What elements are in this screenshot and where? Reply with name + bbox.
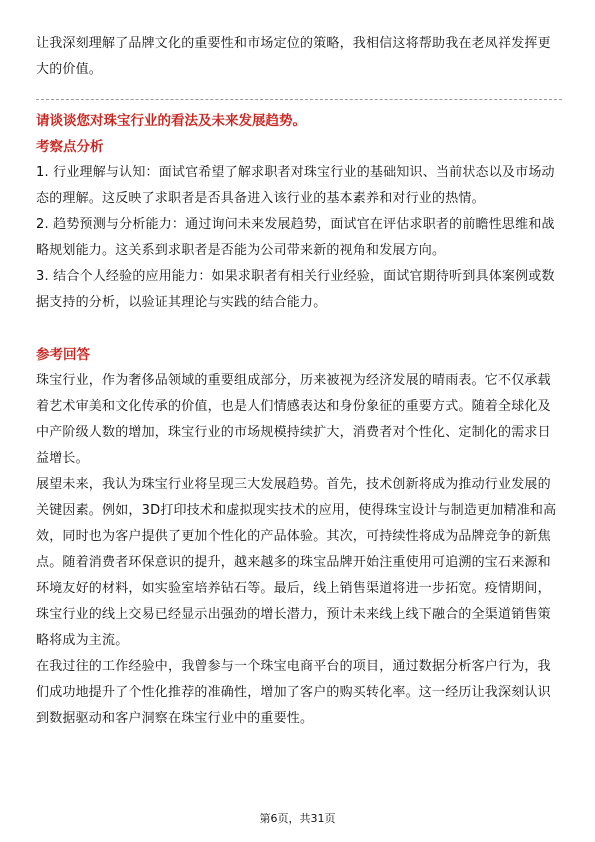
analysis-point: 1. 行业理解与认知：面试官希望了解求职者对珠宝行业的基础知识、当前状态以及市场动态的理解。这反映了求职者是否具备进入该行业的基本素养和对行业的热情。 [36,165,555,206]
analysis-points [36,160,562,316]
page-footer: 第6页，共31页 [259,812,336,825]
answer-paragraph: 展望未来，我认为珠宝行业将呈现三大发展趋势。首先，技术创新将成为推动行业发展的关键因素。例如，3D打印技术和虚拟现实技术的应用，使得珠宝设计与制造更加精准和高效，同时也为客户提供了更加个性化的产品体验。其次，可持续性将成为品牌竞争的新焦点。随着消费者环保意识的提升，越来越多的珠宝品牌开始注重使用可追溯的宝石来源和环境友好的材料，如实验室培养钻石等。最后，线上销售渠道将进一步拓宽。疫情期间，珠宝行业的线上交易已经显示出强劲的增长潜力，预计未来线上线下融合的全渠道销售策略将成为主流。 [36,477,557,648]
intro-paragraph: 让我深刻理解了品牌文化的重要性和市场定位的策略，我相信这将帮助我在老凤祥发挥更大的价值。 [36,36,551,77]
answer-body [36,368,562,732]
answer-paragraph: 珠宝行业，作为奢侈品领域的重要组成部分，历来被视为经济发展的晴雨表。它不仅承载着艺术审美和文化传承的价值，也是人们情感表达和身份象征的重要方式。随着全球化及中产阶级人数的增加，珠宝行业的市场规模持续扩大，消费者对个性化、定制化的需求日益增长。 [36,373,551,466]
answer-paragraph: 在我过往的工作经验中，我曾参与一个珠宝电商平台的项目，通过数据分析客户行为，我们成功地提升了个性化推荐的准确性，增加了客户的购买转化率。这一经历让我深刻认识到数据驱动和客户洞察在珠宝行业中的重要性。 [36,659,551,726]
answer-heading: 参考回答 [36,347,90,363]
analysis-heading: 考察点分析 [36,139,104,155]
analysis-point: 2. 趋势预测与分析能力：通过询问未来发展趋势，面试官在评估求职者的前瞻性思维和战略规划能力。这关系到求职者是否能为公司带来新的视角和发展方向。 [36,217,555,258]
analysis-point: 3. 结合个人经验的应用能力：如果求职者有相关行业经验，面试官期待听到具体案例或数据支持的分析，以验证其理论与实践的结合能力。 [36,269,555,310]
section-divider [36,99,562,100]
question-heading: 请谈谈您对珠宝行业的看法及未来发展趋势。 [36,113,306,129]
